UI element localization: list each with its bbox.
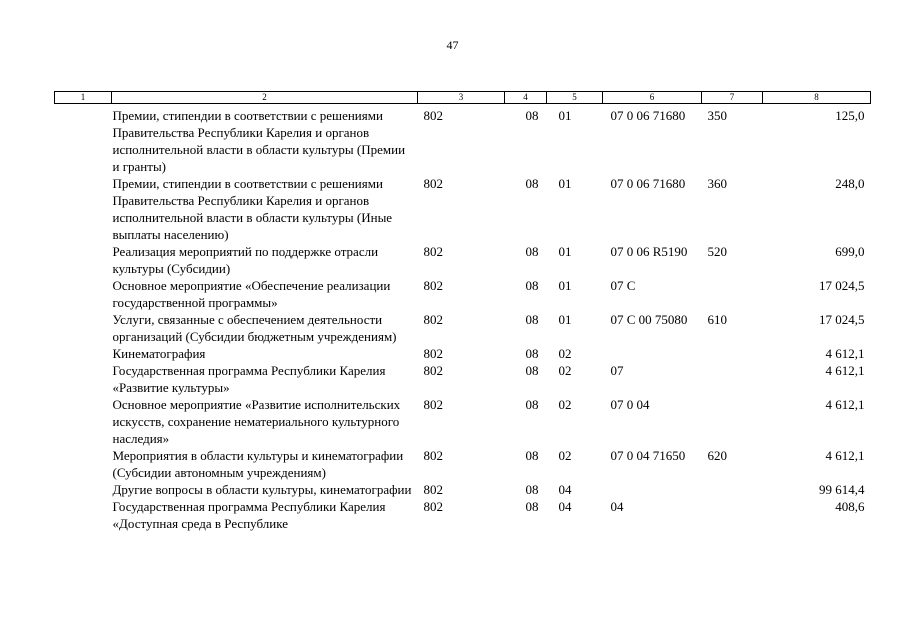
- row-number-cell: [55, 175, 112, 243]
- item-name-cell: Основное мероприятие «Развитие исполнительских искусств, сохранение нематериального культурного наследия»: [112, 397, 401, 446]
- header-col-1: 1: [55, 92, 112, 104]
- expense-type-cell: 620: [707, 448, 727, 463]
- table-body: [55, 104, 871, 533]
- target-article-cell: 07: [610, 363, 624, 378]
- expense-type-cell: [702, 396, 763, 447]
- subsection-cell: 01: [558, 108, 572, 123]
- target-article-cell: [603, 481, 702, 498]
- amount-cell: 99 614,4: [819, 482, 865, 497]
- target-article-cell: [603, 345, 702, 362]
- row-number-cell: [55, 447, 112, 481]
- table-row: [55, 104, 871, 176]
- ministry-code-cell: 802: [423, 346, 443, 361]
- ministry-code-cell: 802: [423, 108, 443, 123]
- expense-type-cell: [702, 345, 763, 362]
- expense-type-cell: 520: [707, 244, 727, 259]
- item-name-cell: Кинематография: [112, 346, 206, 361]
- row-number-cell: [55, 104, 112, 176]
- item-name-cell: Услуги, связанные с обеспечением деятельности организаций (Субсидии бюджетным учреждениям): [112, 312, 397, 344]
- section-cell: 08: [525, 346, 539, 361]
- table-row: [55, 396, 871, 447]
- row-number-cell: [55, 277, 112, 311]
- header-col-3: 3: [418, 92, 505, 104]
- table-header: [55, 92, 871, 104]
- header-col-7: 7: [702, 92, 763, 104]
- amount-cell: 408,6: [835, 499, 865, 514]
- table-row: [55, 362, 871, 396]
- ministry-code-cell: 802: [423, 448, 443, 463]
- expense-type-cell: [702, 277, 763, 311]
- amount-cell: 4 612,1: [825, 346, 865, 361]
- target-article-cell: 07 0 06 R5190: [610, 244, 688, 259]
- subsection-cell: 02: [558, 346, 572, 361]
- amount-cell: 248,0: [835, 176, 865, 191]
- section-cell: 08: [525, 363, 539, 378]
- target-article-cell: 07 0 06 71680: [610, 108, 686, 123]
- ministry-code-cell: 802: [423, 278, 443, 293]
- section-cell: 08: [525, 499, 539, 514]
- item-name-cell: Реализация мероприятий по поддержке отрасли культуры (Субсидии): [112, 244, 379, 276]
- table-row: [55, 345, 871, 362]
- section-cell: 08: [525, 108, 539, 123]
- target-article-cell: 07 0 06 71680: [610, 176, 686, 191]
- section-cell: 08: [525, 482, 539, 497]
- row-number-cell: [55, 311, 112, 345]
- subsection-cell: 02: [558, 397, 572, 412]
- target-article-cell: 07 0 04 71650: [610, 448, 686, 463]
- ministry-code-cell: 802: [423, 499, 443, 514]
- subsection-cell: 01: [558, 244, 572, 259]
- table-row: [55, 175, 871, 243]
- amount-cell: 699,0: [835, 244, 865, 259]
- expense-type-cell: [702, 362, 763, 396]
- subsection-cell: 02: [558, 363, 572, 378]
- item-name-cell: Премии, стипендии в соответствии с решениями Правительства Республики Карелия и органов исполнительной власти в области культуры (Премии и гранты): [112, 108, 406, 174]
- target-article-cell: 07 С: [610, 278, 636, 293]
- ministry-code-cell: 802: [423, 312, 443, 327]
- expense-type-cell: [702, 498, 763, 532]
- header-col-5: 5: [547, 92, 603, 104]
- amount-cell: 125,0: [835, 108, 865, 123]
- ministry-code-cell: 802: [423, 363, 443, 378]
- amount-cell: 4 612,1: [825, 448, 865, 463]
- table-row: [55, 481, 871, 498]
- target-article-cell: 07 С 00 75080: [610, 312, 688, 327]
- section-cell: 08: [525, 312, 539, 327]
- amount-cell: 4 612,1: [825, 397, 865, 412]
- item-name-cell: Премии, стипендии в соответствии с решениями Правительства Республики Карелия и органов исполнительной власти в области культуры (Иные выплаты населению): [112, 176, 393, 242]
- row-number-cell: [55, 243, 112, 277]
- table-row: [55, 277, 871, 311]
- target-article-cell: 07 0 04: [610, 397, 650, 412]
- section-cell: 08: [525, 244, 539, 259]
- header-col-4: 4: [505, 92, 547, 104]
- ministry-code-cell: 802: [423, 482, 443, 497]
- section-cell: 08: [525, 176, 539, 191]
- header-col-6: 6: [603, 92, 702, 104]
- row-number-cell: [55, 396, 112, 447]
- amount-cell: 17 024,5: [819, 312, 865, 327]
- expense-type-cell: [702, 481, 763, 498]
- subsection-cell: 02: [558, 448, 572, 463]
- subsection-cell: 04: [558, 482, 572, 497]
- header-col-2: 2: [112, 92, 418, 104]
- table-row: [55, 243, 871, 277]
- ministry-code-cell: 802: [423, 244, 443, 259]
- section-cell: 08: [525, 397, 539, 412]
- header-row: [55, 92, 871, 104]
- expense-type-cell: 350: [707, 108, 727, 123]
- ministry-code-cell: 802: [423, 176, 443, 191]
- row-number-cell: [55, 498, 112, 532]
- ministry-code-cell: 802: [423, 397, 443, 412]
- amount-cell: 4 612,1: [825, 363, 865, 378]
- amount-cell: 17 024,5: [819, 278, 865, 293]
- subsection-cell: 01: [558, 278, 572, 293]
- row-number-cell: [55, 345, 112, 362]
- budget-table: [54, 91, 871, 532]
- subsection-cell: 01: [558, 312, 572, 327]
- row-number-cell: [55, 481, 112, 498]
- item-name-cell: Другие вопросы в области культуры, кинематографии: [112, 482, 412, 497]
- expense-type-cell: 610: [707, 312, 727, 327]
- target-article-cell: 04: [610, 499, 624, 514]
- section-cell: 08: [525, 278, 539, 293]
- section-cell: 08: [525, 448, 539, 463]
- item-name-cell: Основное мероприятие «Обеспечение реализации государственной программы»: [112, 278, 391, 310]
- item-name-cell: Мероприятия в области культуры и кинематографии (Субсидии автономным учреждениям): [112, 448, 404, 480]
- table-row: [55, 447, 871, 481]
- table-row: [55, 498, 871, 532]
- expense-type-cell: 360: [707, 176, 727, 191]
- header-col-8: 8: [763, 92, 871, 104]
- page-number: 47: [446, 38, 459, 52]
- row-number-cell: [55, 362, 112, 396]
- subsection-cell: 04: [558, 499, 572, 514]
- item-name-cell: Государственная программа Республики Карелия «Доступная среда в Республике: [112, 499, 386, 531]
- subsection-cell: 01: [558, 176, 572, 191]
- item-name-cell: Государственная программа Республики Карелия «Развитие культуры»: [112, 363, 386, 395]
- table-row: [55, 311, 871, 345]
